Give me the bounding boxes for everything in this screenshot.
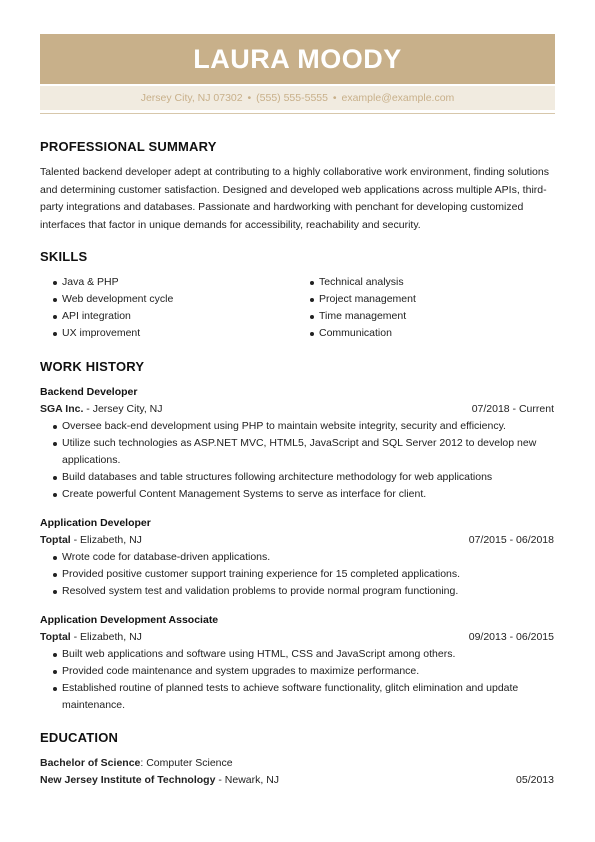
education-school: New Jersey Institute of Technology	[40, 774, 216, 786]
candidate-name: LAURA MOODY	[193, 43, 402, 74]
skill-item: Java & PHP	[40, 274, 173, 291]
job-title: Application Development Associate	[40, 614, 219, 626]
contact-separator: •	[247, 92, 252, 104]
job-dates: 07/2015 - 06/2018	[468, 534, 554, 546]
summary-text: Talented backend developer adept at contributing to a highly collaborative work environment, finding solutions and determining customer satisfaction. Designed and developed web applications across multiple APIs, third-party integrations and databases. Passionate and hardworking with penchant for developing customized interfaces that factor in unique demands for accessibility, reachability and security.	[40, 166, 549, 231]
skills-left-list	[40, 274, 173, 342]
job-employer-line	[40, 631, 554, 643]
education-location: - Newark, NJ	[215, 774, 280, 786]
header-divider	[40, 113, 555, 114]
job-company: SGA Inc.	[40, 403, 84, 415]
job-title: Backend Developer	[40, 386, 138, 398]
summary-heading: PROFESSIONAL SUMMARY	[40, 139, 217, 154]
job-bullet: Built web applications and software using HTML, CSS and JavaScript among others.	[40, 646, 555, 663]
job-bullets	[40, 549, 555, 600]
job-location: - Elizabeth, NJ	[70, 534, 142, 546]
job-location: - Elizabeth, NJ	[70, 631, 142, 643]
skill-item: Time management	[297, 308, 416, 325]
education-school-line	[40, 774, 554, 786]
contact-email: example@example.com	[341, 92, 455, 104]
job-title: Application Developer	[40, 517, 151, 529]
job-bullets	[40, 646, 555, 714]
job-dates: 09/2013 - 06/2015	[468, 631, 554, 643]
contact-phone: (555) 555-5555	[256, 92, 328, 104]
education-degree: Bachelor of Science	[40, 757, 141, 769]
job-employer-line	[40, 403, 554, 415]
job-bullet: Utilize such technologies as ASP.NET MVC, HTML5, JavaScript and SQL Server 2012 to develop new applications.	[40, 435, 555, 469]
job-bullet: Wrote code for database-driven applications.	[40, 549, 555, 566]
contact-address: Jersey City, NJ 07302	[140, 92, 243, 104]
job-bullet: Established routine of planned tests to achieve software functionality, glitch elimination and update maintenance.	[40, 680, 555, 714]
job-dates: 07/2018 - Current	[471, 403, 554, 415]
job-bullet: Resolved system test and validation problems to provide normal program functioning.	[40, 583, 555, 600]
skill-item: API integration	[40, 308, 173, 325]
skill-item: Communication	[297, 325, 416, 342]
job-company: Toptal	[40, 631, 71, 643]
job-bullets	[40, 418, 555, 503]
skill-item: Web development cycle	[40, 291, 173, 308]
skill-item: Technical analysis	[297, 274, 416, 291]
job-bullet: Provided code maintenance and system upgrades to maximize performance.	[40, 663, 555, 680]
resume-header	[40, 34, 555, 84]
skills-right-list	[297, 274, 416, 342]
job-employer-line	[40, 534, 554, 546]
job-bullet: Oversee back-end development using PHP to maintain website integrity, security and efficiency.	[40, 418, 555, 435]
contact-bar	[40, 86, 555, 110]
skill-item: Project management	[297, 291, 416, 308]
skills-heading: SKILLS	[40, 249, 88, 264]
education-degree-line	[40, 757, 554, 769]
skill-item: UX improvement	[40, 325, 173, 342]
contact-separator: •	[332, 92, 337, 104]
education-heading: EDUCATION	[40, 730, 119, 745]
job-bullet: Provided positive customer support training experience for 15 completed applications.	[40, 566, 555, 583]
work-heading: WORK HISTORY	[40, 359, 145, 374]
job-company: Toptal	[40, 534, 71, 546]
job-location: - Jersey City, NJ	[83, 403, 163, 415]
education-date: 05/2013	[516, 774, 554, 786]
job-bullet: Build databases and table structures following architecture methodology for web applications	[40, 469, 555, 486]
education-field: : Computer Science	[140, 757, 233, 769]
job-bullet: Create powerful Content Management Systems to serve as interface for client.	[40, 486, 555, 503]
